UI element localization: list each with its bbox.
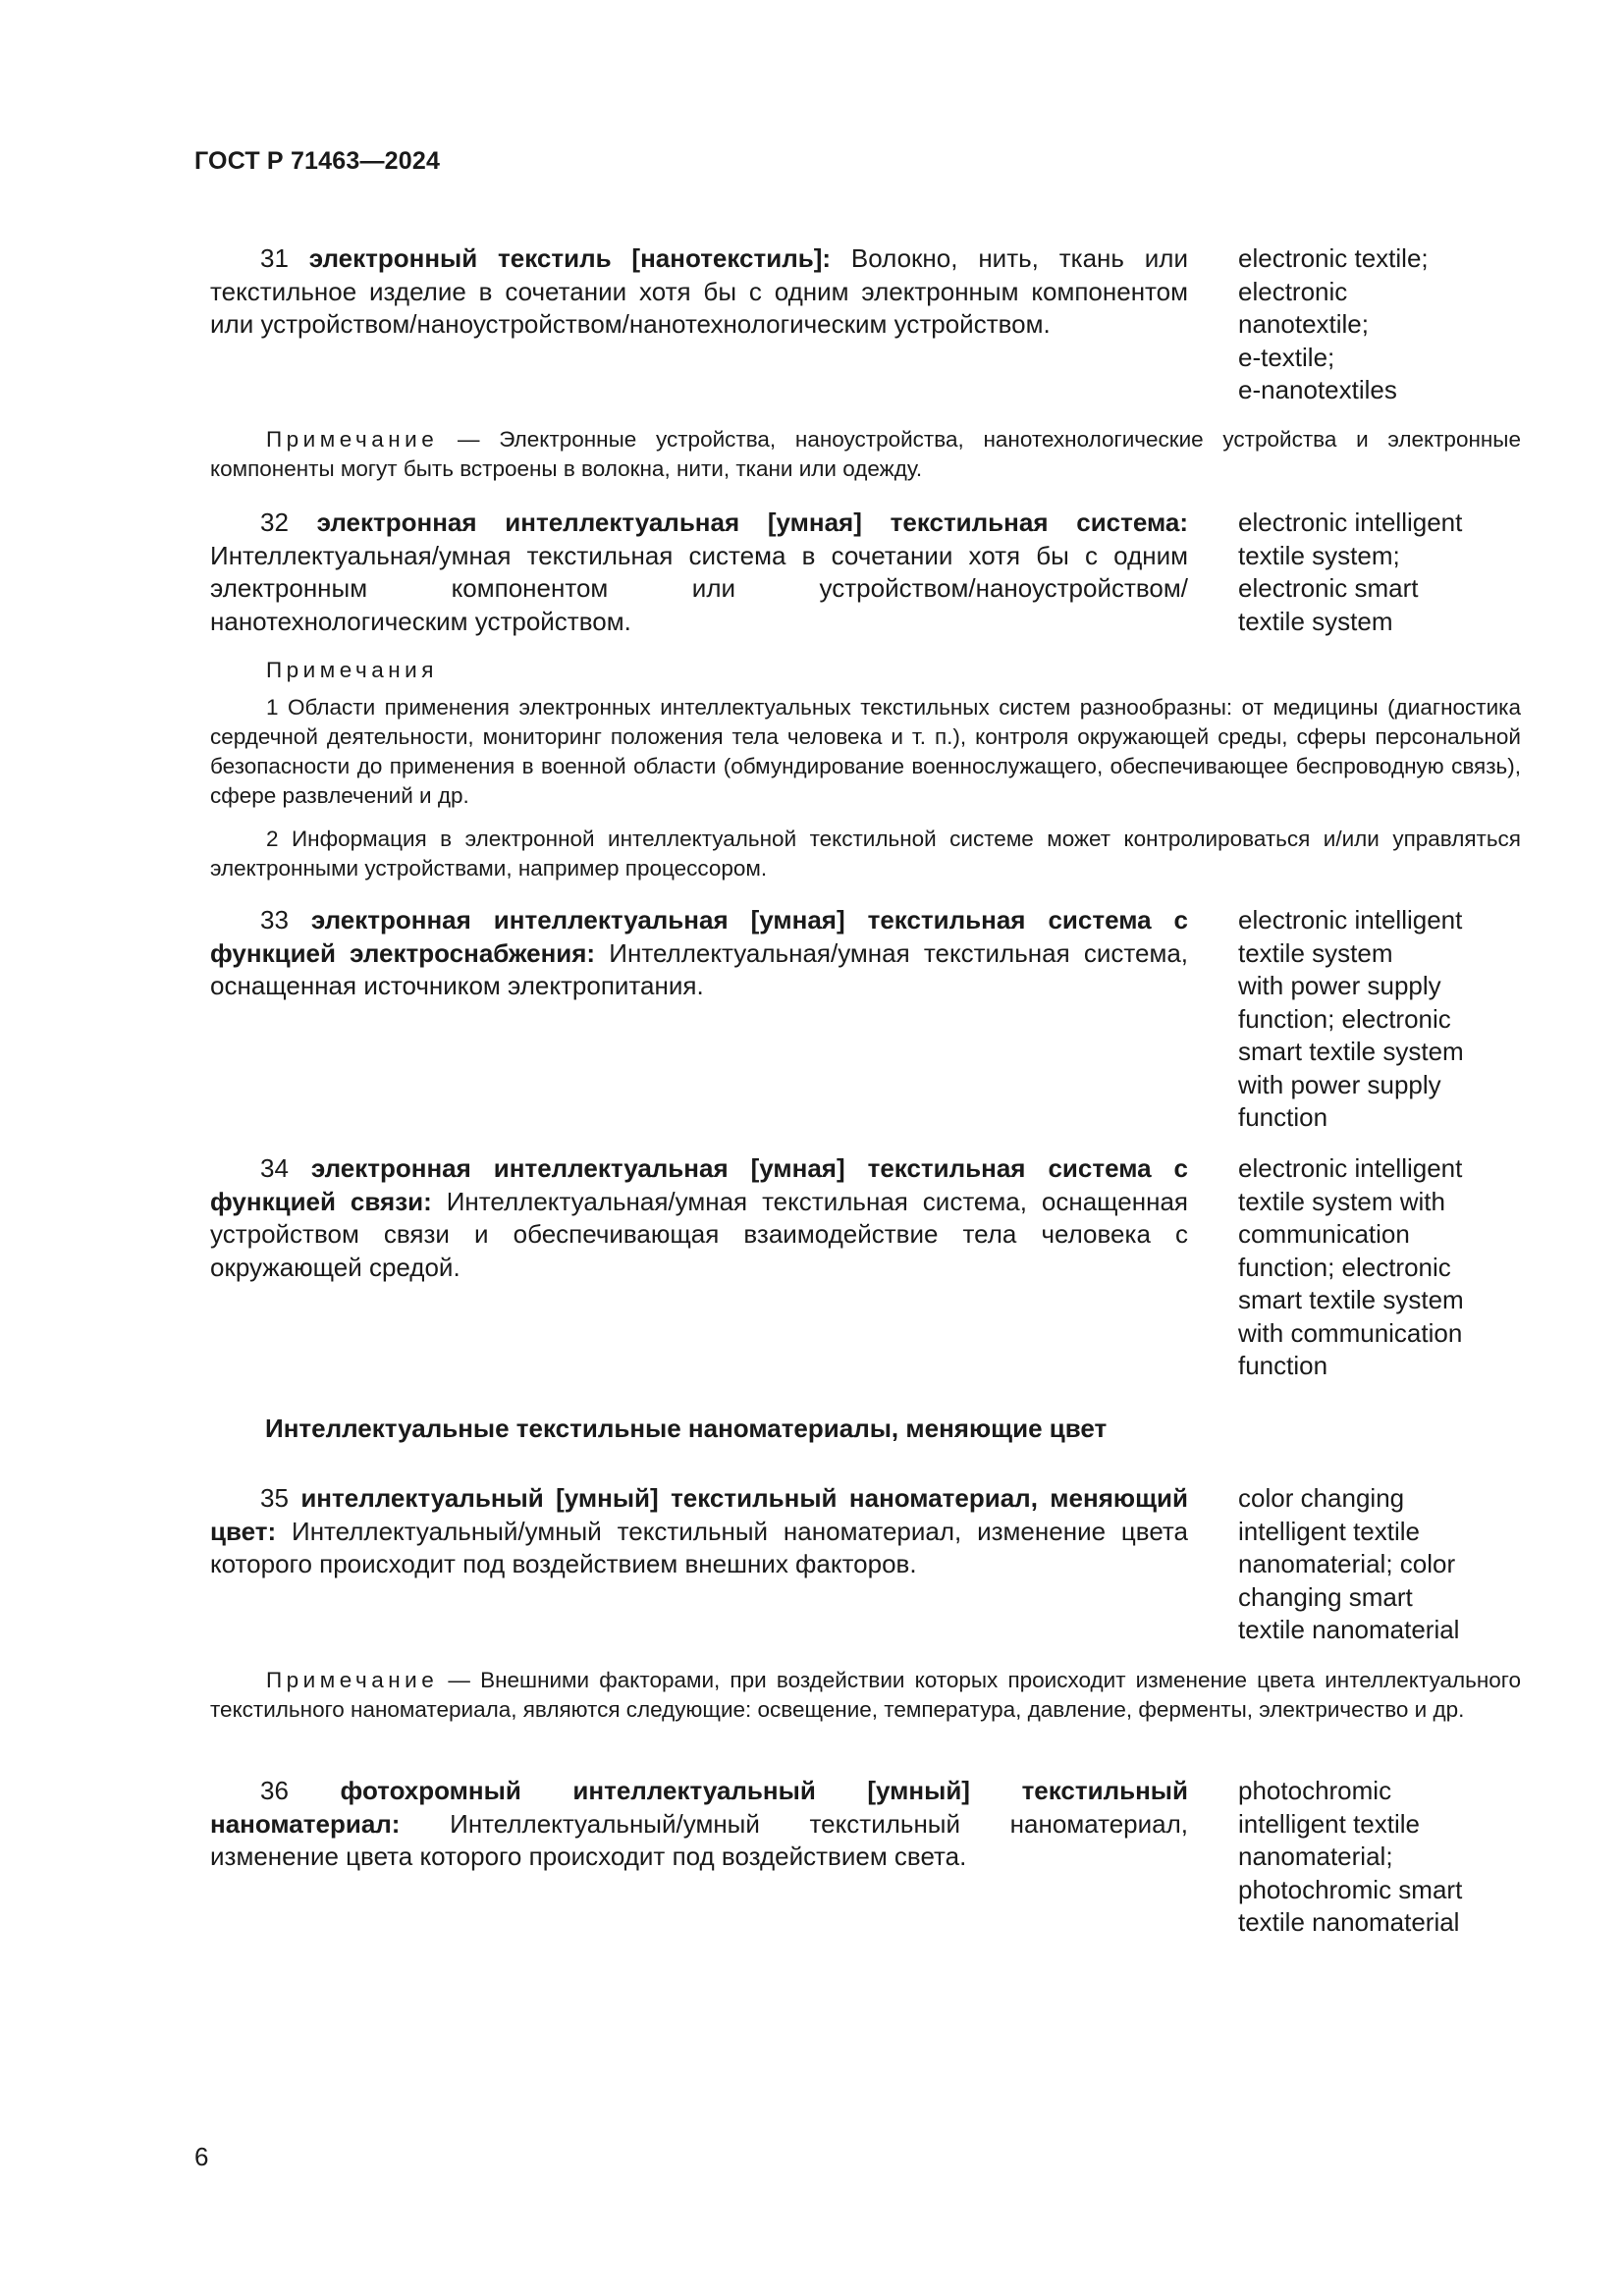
term-definition: Интеллектуальная/умная текстильная система в сочетании хотя бы с одним электронным компонентом или устройством/наноустройством/нанотехнологическим устройством. [210,540,1188,636]
term-33-english: electronic intelligent textile system with power supply function; electronic smart textile system with power supply function [1238,905,1464,1132]
term-31 [210,242,1429,404]
term-definition: Интеллектуальная/умная текстильная система, оснащенная источником электропитания. [210,937,1188,1000]
term-title: электронная интеллектуальная [умная] текстильная система с функцией связи: [210,1153,1188,1216]
term-32-text [210,507,1188,638]
term-definition: Волокно, нить, ткань или текстильное изделие в сочетании хотя бы с одним электронным компонентом или устройством/наноустройством/нанотехнологическим устройством. [210,243,1188,339]
term-definition: Интеллектуальный/умный текстильный наноматериал, изменение цвета которого происходит под воздействием внешних факторов. [210,1516,1188,1578]
term-number: 33 [260,905,289,934]
term-title: фотохромный интеллектуальный [умный] текстильный наноматериал: [210,1776,1188,1839]
term-34-text [210,1152,1188,1284]
section-title: Интеллектуальные текстильные наноматериалы, меняющие цвет [265,1414,1108,1443]
term-definition: Интеллектуальная/умная текстильная система, оснащенная устройством связи и обеспечивающая взаимодействие тела человека с окружающей средой. [210,1186,1188,1282]
note-label: Примечание [266,427,439,452]
term-31-english: electronic textile; electronic nanotextile; e-textile; e-nanotextiles [1238,243,1429,404]
term-title: электронная интеллектуальная [умная] текстильная система: [316,507,1188,537]
term-31-text [210,242,1188,342]
term-36 [210,1775,1463,1937]
term-35 [210,1482,1460,1644]
term-number: 34 [260,1153,289,1183]
note-label: Примечание [266,1668,439,1692]
term-definition: Интеллектуальный/умный текстильный наноматериал, изменение цвета которого происходит под воздействием света. [210,1808,1188,1871]
term-36-text [210,1775,1188,1874]
term-36-english: photochromic intelligent textile nanomaterial; photochromic smart textile nanomaterial [1238,1776,1463,1937]
term-35-text [210,1482,1188,1581]
term-number: 35 [260,1483,289,1513]
note-31: Примечание — Электронные устройства, наноустройства, нанотехнологические устройства и электронные компоненты могут быть встроены в волокна, нити, ткани или одежду. [210,427,1521,481]
document-header: ГОСТ Р 71463—2024 [194,147,441,175]
note-32-2: 2 Информация в электронной интеллектуальной текстильной системе может контролироваться и/или управляться электронными устройствами, например процессором. [210,827,1521,881]
note-32-1: 1 Области применения электронных интеллектуальных текстильных систем разнообразны: от медицины (диагностика сердечной деятельности, мониторинг положения тела человека и т. п.), контроля окружающей среды, сферы персональной безопасности до применения в военной области (обмундирование военнослужащего, обеспечивающее беспроводную связь), сфере развлечений и др. [210,695,1521,808]
term-34-english: electronic intelligent textile system with communication function; electronic smart textile system with communication function [1238,1153,1464,1380]
term-32-english: electronic intelligent textile system; electronic smart textile system [1238,507,1463,636]
term-32 [210,507,1463,638]
term-34 [210,1152,1464,1380]
notes-heading-32: Примечания [266,658,438,682]
page-number: 6 [194,2142,209,2171]
term-title: электронная интеллектуальная [умная] текстильная система с функцией электроснабжения: [210,905,1188,968]
term-title: электронный текстиль [нанотекстиль]: [308,243,832,273]
term-33 [210,904,1464,1132]
note-35: Примечание — Внешними факторами, при воздействии которых происходит изменение цвета интеллектуального текстильного наноматериала, являются следующие: освещение, температура, давление, ферменты, электричество и др. [210,1668,1521,1722]
term-number: 36 [260,1776,289,1805]
term-33-text [210,904,1188,1003]
term-number: 32 [260,507,289,537]
term-35-english: color changing intelligent textile nanomaterial; color changing smart textile nanomaterial [1238,1483,1460,1644]
term-title: интеллектуальный [умный] текстильный наноматериал, меняющий цвет: [210,1483,1188,1546]
term-number: 31 [260,243,289,273]
